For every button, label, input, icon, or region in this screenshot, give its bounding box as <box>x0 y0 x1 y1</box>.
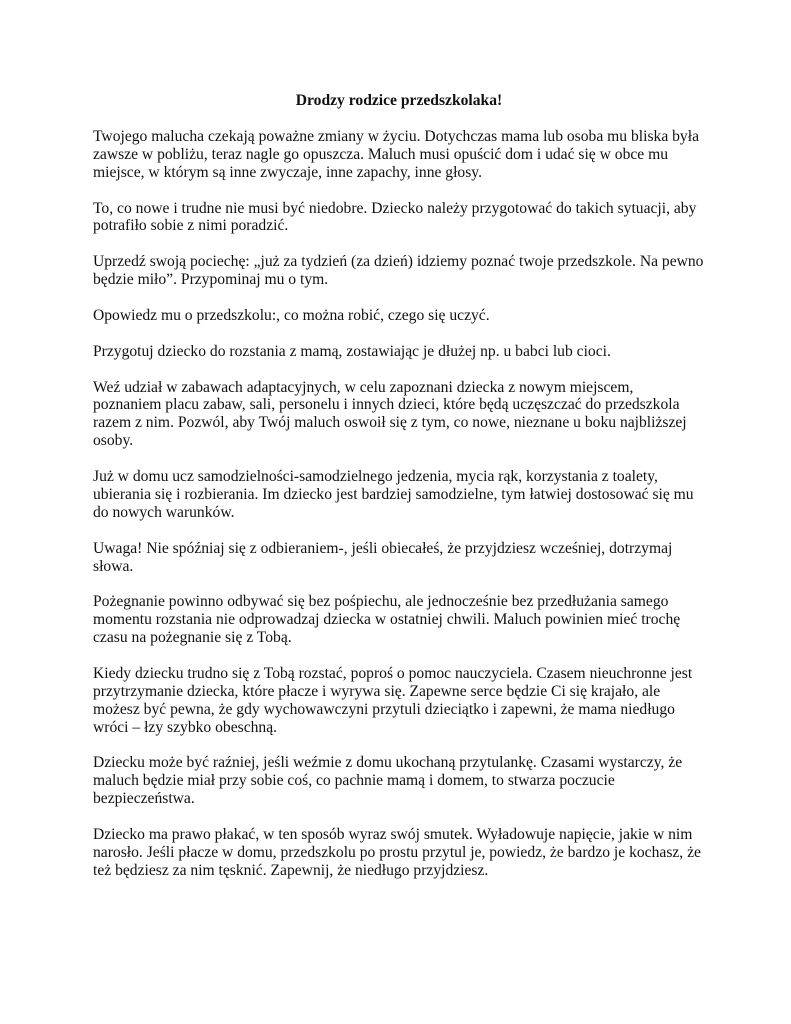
paragraph-prepare-separation: Przygotuj dziecko do rozstania z mamą, zostawiając je dłużej np. u babci lub cioci. <box>93 342 611 360</box>
paragraph-farewell: Pożegnanie powinno odbywać się bez pośpiechu, ale jednocześnie bez przedłużania samego momentu rozstania nie odprowadzaj dziecka w ostatniej chwili. Maluch powinien mieć trochę czasu na pożegnanie się z Tobą. <box>93 593 681 647</box>
paragraph-dont-be-late: Uwaga! Nie spóźniaj się z odbieraniem-, jeśli obiecałeś, że przyjdziesz wcześniej, dotrzymaj słowa. <box>93 539 673 575</box>
paragraph-warn-child: Uprzedź swoją pociechę: „już za tydzień (za dzień) idziemy poznać twoje przedszkole. Na pewno będzie miło”. Przypominaj mu o tym. <box>93 253 704 289</box>
document-title: Drodzy rodzice przedszkolaka! <box>295 92 503 109</box>
paragraph-intro: Twojego malucha czekają poważne zmiany w życiu. Dotychczas mama lub osoba mu bliska była zawsze w pobliżu, teraz nagle go opuszcza. Maluch musi opuścić dom i udać się w obce mu miejsce, w którym są inne zwyczaje, inne zapachy, inne głosy. <box>93 127 699 181</box>
paragraph-cuddly-toy: Dziecku może być raźniej, jeśli weźmie z domu ukochaną przytulankę. Czasami wystarczy, że maluch będzie miał przy sobie coś, co pachnie mamą i domem, to stwarza poczucie bezpieczeństwa. <box>93 754 683 808</box>
paragraph-independence: Już w domu ucz samodzielności-samodzielnego jedzenia, mycia rąk, korzystania z toalety, ubierania się i rozbierania. Im dziecko jest bardziej samodzielne, tym łatwiej dostosować się mu do nowych warunków. <box>93 468 694 521</box>
paragraph-new-and-difficult: To, co nowe i trudne nie musi być niedobre. Dziecko należy przygotować do takich sytuacji, aby potrafiło sobie z nimi poradzić. <box>93 199 697 235</box>
paragraph-right-to-cry: Dziecko ma prawo płakać, w ten sposób wyraz swój smutek. Wyładowuje napięcie, jakie w nim narosło. Jeśli płacze w domu, przedszkolu po prostu przytul je, powiedz, że bardzo je kochasz, że też będziesz za nim tęsknić. Zapewnij, że niedługo przyjdziesz. <box>93 826 701 879</box>
paragraph-adaptation-games: Weź udział w zabawach adaptacyjnych, w celu zapoznani dziecka z nowym miejscem, poznaniem placu zabaw, sali, personelu i innych dzieci, które będą uczęszczać do przedszkola razem z nim. Pozwól, aby Twój maluch oswoił się z tym, co nowe, nieznane u boku najbliższej osoby. <box>93 378 687 450</box>
paragraph-tell-about-preschool: Opowiedz mu o przedszkolu:, co można robić, czego się uczyć. <box>93 306 490 324</box>
paragraph-ask-teacher: Kiedy dziecku trudno się z Tobą rozstać, poproś o pomoc nauczyciela. Czasem nieuchronne jest przytrzymanie dziecka, które płacze i wyrywa się. Zapewne serce będzie Ci się krajało, ale możesz być pewna, że gdy wychowawczyni przytuli dzieciątko i zapewni, że mama niedługo wróci – łzy szybko obeschną. <box>93 664 693 736</box>
document-body <box>93 92 705 898</box>
